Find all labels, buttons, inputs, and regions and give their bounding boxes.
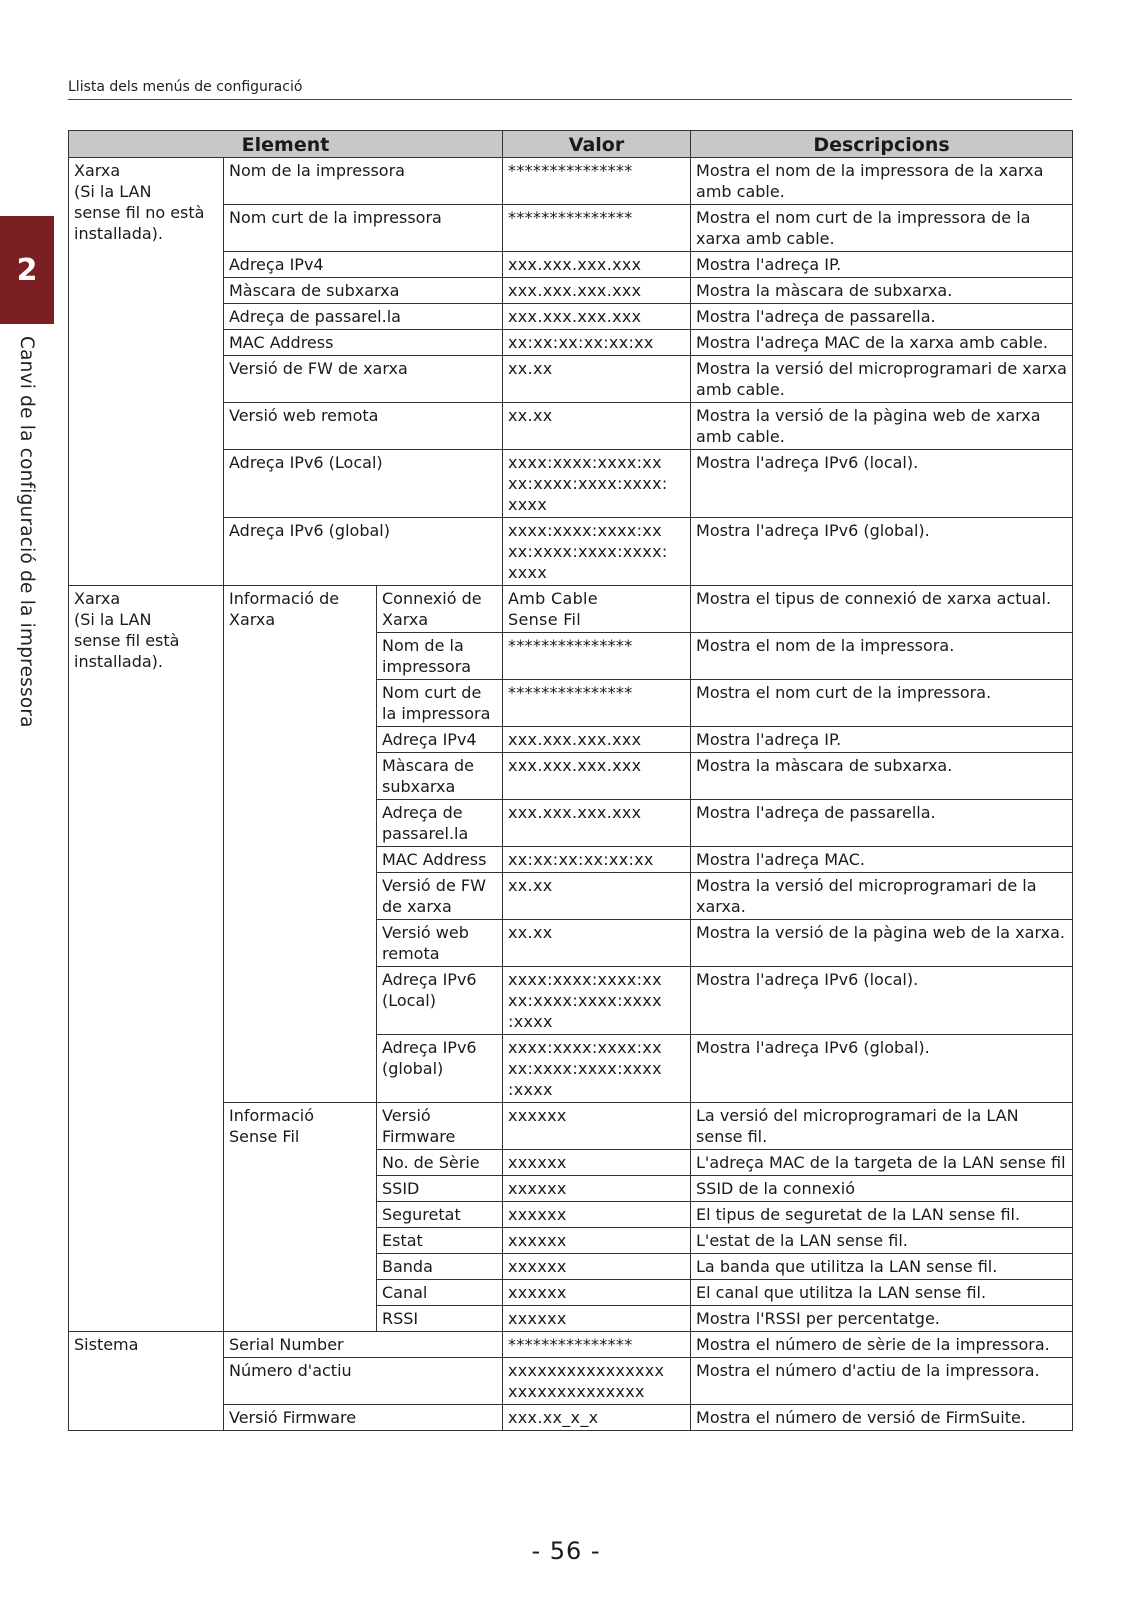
value-cell: xx.xx — [503, 920, 691, 967]
description-cell: Mostra el nom curt de la impressora. — [691, 680, 1073, 727]
value-cell: *************** — [503, 1332, 691, 1358]
value-cell: xxxxxx — [503, 1254, 691, 1280]
description-cell: SSID de la connexió — [691, 1176, 1073, 1202]
description-cell: Mostra el nom de la impressora de la xarxa amb cable. — [691, 158, 1073, 205]
column-header-element: Element — [69, 131, 503, 158]
element-cell: Adreça de passarel.la — [377, 800, 503, 847]
subgroup-label-cell: Informació de Xarxa — [224, 586, 377, 1103]
element-cell: Versió de FW de xarxa — [224, 356, 503, 403]
value-cell: *************** — [503, 205, 691, 252]
column-header-value: Valor — [503, 131, 691, 158]
element-cell: MAC Address — [224, 330, 503, 356]
value-cell: xxxxxx — [503, 1103, 691, 1150]
description-cell: L'estat de la LAN sense fil. — [691, 1228, 1073, 1254]
value-cell: xxxx:xxxx:xxxx:xx xx:xxxx:xxxx:xxxx :xxxx — [503, 967, 691, 1035]
description-cell: Mostra el número de versió de FirmSuite. — [691, 1405, 1073, 1431]
description-cell: Mostra la màscara de subxarxa. — [691, 278, 1073, 304]
table-header-row — [69, 131, 1073, 158]
description-cell: Mostra el nom de la impressora. — [691, 633, 1073, 680]
description-cell: Mostra l'adreça MAC de la xarxa amb cable. — [691, 330, 1073, 356]
element-cell: Adreça IPv4 — [224, 252, 503, 278]
subgroup-label-cell: Informació Sense Fil — [224, 1103, 377, 1332]
value-cell: xxxxxx — [503, 1150, 691, 1176]
value-cell: xxxxxx — [503, 1280, 691, 1306]
element-cell: Adreça IPv6 (global) — [224, 518, 503, 586]
value-cell: xxxx:xxxx:xxxx:xx xx:xxxx:xxxx:xxxx: xxxx — [503, 518, 691, 586]
value-cell: xxxxxx — [503, 1176, 691, 1202]
header-rule — [68, 99, 1072, 100]
value-cell: xx.xx — [503, 356, 691, 403]
description-cell: Mostra l'adreça IP. — [691, 727, 1073, 753]
value-cell: xx:xx:xx:xx:xx:xx — [503, 330, 691, 356]
chapter-side-title: Canvi de la configuració de la impressora — [16, 336, 37, 728]
running-head: Llista dels menús de configuració — [68, 79, 303, 95]
element-cell: Serial Number — [224, 1332, 503, 1358]
element-cell: Màscara de subxarxa — [224, 278, 503, 304]
description-cell: Mostra el número de sèrie de la impressora. — [691, 1332, 1073, 1358]
element-cell: Versió de FW de xarxa — [377, 873, 503, 920]
value-cell: xxx.xxx.xxx.xxx — [503, 800, 691, 847]
value-cell: *************** — [503, 680, 691, 727]
group-label-cell: Xarxa (Si la LAN sense fil està installada). — [69, 586, 224, 1332]
table-body — [69, 158, 1073, 1431]
description-cell: La versió del microprogramari de la LAN sense fil. — [691, 1103, 1073, 1150]
description-cell: El canal que utilitza la LAN sense fil. — [691, 1280, 1073, 1306]
value-cell: xxx.xx_x_x — [503, 1405, 691, 1431]
group-label-cell: Xarxa (Si la LAN sense fil no està installada). — [69, 158, 224, 586]
element-cell: SSID — [377, 1176, 503, 1202]
description-cell: Mostra la màscara de subxarxa. — [691, 753, 1073, 800]
value-cell: xx.xx — [503, 873, 691, 920]
description-cell: Mostra la versió del microprogramari de xarxa amb cable. — [691, 356, 1073, 403]
group-label-cell: Sistema — [69, 1332, 224, 1431]
element-cell: Adreça de passarel.la — [224, 304, 503, 330]
description-cell: Mostra l'RSSI per percentatge. — [691, 1306, 1073, 1332]
description-cell: Mostra l'adreça de passarella. — [691, 800, 1073, 847]
value-cell: Amb Cable Sense Fil — [503, 586, 691, 633]
element-cell: No. de Sèrie — [377, 1150, 503, 1176]
element-cell: Nom curt de la impressora — [377, 680, 503, 727]
description-cell: Mostra l'adreça IPv6 (local). — [691, 967, 1073, 1035]
element-cell: Adreça IPv6 (Local) — [377, 967, 503, 1035]
description-cell: Mostra el tipus de connexió de xarxa actual. — [691, 586, 1073, 633]
chapter-tab — [0, 216, 54, 324]
value-cell: xxxxxx — [503, 1306, 691, 1332]
element-cell: Nom curt de la impressora — [224, 205, 503, 252]
element-cell: Màscara de subxarxa — [377, 753, 503, 800]
value-cell: xxxxxxxxxxxxxxxx xxxxxxxxxxxxxx — [503, 1358, 691, 1405]
element-cell: Versió Firmware — [224, 1405, 503, 1431]
element-cell: Estat — [377, 1228, 503, 1254]
element-cell: Versió web remota — [224, 403, 503, 450]
value-cell: xxxxxx — [503, 1202, 691, 1228]
element-cell: MAC Address — [377, 847, 503, 873]
description-cell: Mostra la versió de la pàgina web de xarxa amb cable. — [691, 403, 1073, 450]
value-cell: *************** — [503, 158, 691, 205]
element-cell: RSSI — [377, 1306, 503, 1332]
element-cell: Nom de la impressora — [377, 633, 503, 680]
element-cell: Banda — [377, 1254, 503, 1280]
element-cell: Adreça IPv6 (global) — [377, 1035, 503, 1103]
value-cell: xxx.xxx.xxx.xxx — [503, 252, 691, 278]
value-cell: xxxxxx — [503, 1228, 691, 1254]
element-cell: Versió web remota — [377, 920, 503, 967]
table-row — [69, 1332, 1073, 1358]
value-cell: *************** — [503, 633, 691, 680]
description-cell: Mostra l'adreça IP. — [691, 252, 1073, 278]
table-row — [69, 586, 1073, 633]
value-cell: xxx.xxx.xxx.xxx — [503, 753, 691, 800]
value-cell: xxxx:xxxx:xxxx:xx xx:xxxx:xxxx:xxxx :xxxx — [503, 1035, 691, 1103]
element-cell: Versió Firmware — [377, 1103, 503, 1150]
description-cell: Mostra la versió del microprogramari de la xarxa. — [691, 873, 1073, 920]
description-cell: L'adreça MAC de la targeta de la LAN sense fil — [691, 1150, 1073, 1176]
description-cell: El tipus de seguretat de la LAN sense fil. — [691, 1202, 1073, 1228]
chapter-number: 2 — [16, 252, 38, 288]
description-cell: La banda que utilitza la LAN sense fil. — [691, 1254, 1073, 1280]
description-cell: Mostra l'adreça IPv6 (global). — [691, 1035, 1073, 1103]
description-cell: Mostra el número d'actiu de la impressora. — [691, 1358, 1073, 1405]
element-cell: Adreça IPv6 (Local) — [224, 450, 503, 518]
description-cell: Mostra el nom curt de la impressora de la xarxa amb cable. — [691, 205, 1073, 252]
page-number: - 56 - — [531, 1537, 601, 1565]
value-cell: xxxx:xxxx:xxxx:xx xx:xxxx:xxxx:xxxx: xxxx — [503, 450, 691, 518]
description-cell: Mostra la versió de la pàgina web de la xarxa. — [691, 920, 1073, 967]
column-header-description: Descripcions — [691, 131, 1073, 158]
value-cell: xx.xx — [503, 403, 691, 450]
value-cell: xxx.xxx.xxx.xxx — [503, 304, 691, 330]
element-cell: Nom de la impressora — [224, 158, 503, 205]
table-row — [69, 158, 1073, 205]
value-cell: xxx.xxx.xxx.xxx — [503, 278, 691, 304]
element-cell: Número d'actiu — [224, 1358, 503, 1405]
description-cell: Mostra l'adreça IPv6 (global). — [691, 518, 1073, 586]
element-cell: Seguretat — [377, 1202, 503, 1228]
description-cell: Mostra l'adreça de passarella. — [691, 304, 1073, 330]
element-cell: Connexió de Xarxa — [377, 586, 503, 633]
description-cell: Mostra l'adreça IPv6 (local). — [691, 450, 1073, 518]
description-cell: Mostra l'adreça MAC. — [691, 847, 1073, 873]
settings-table — [68, 130, 1073, 1431]
element-cell: Adreça IPv4 — [377, 727, 503, 753]
value-cell: xx:xx:xx:xx:xx:xx — [503, 847, 691, 873]
value-cell: xxx.xxx.xxx.xxx — [503, 727, 691, 753]
settings-table-wrapper — [68, 130, 1072, 1431]
element-cell: Canal — [377, 1280, 503, 1306]
